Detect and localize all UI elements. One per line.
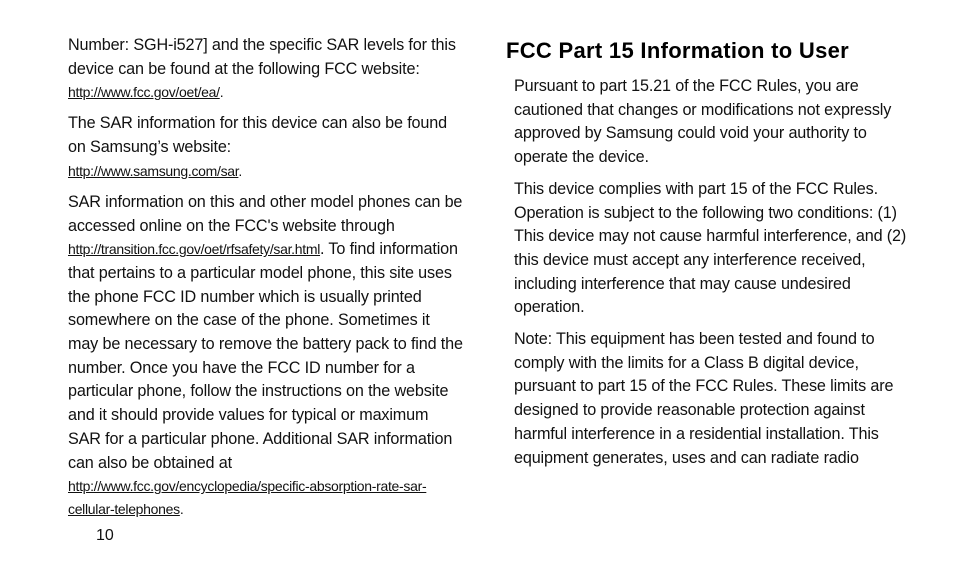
fcc-encyclopedia-link-line: [68, 475, 464, 521]
fcc-rfsafety-link[interactable]: http://transition.fcc.gov/oet/rfsafety/sar.html: [68, 241, 321, 258]
samsung-sar-link-line: [68, 160, 464, 183]
samsung-sar-text: The SAR information for this device can also be found on Samsung’s website:: [68, 114, 447, 157]
right-column: [506, 34, 926, 478]
sar-info-text-after: . To find information that pertains to a particular model phone, this site uses the phone FCC ID number which is usually printed somewhere on the case of the phone. Sometimes it may be necessary to remove the battery pack to find the number. Once you have the FCC ID number for a particular phone, follow the instructions on the website and it should provide values for typical or maximum SAR for a particular phone. Additional SAR information can also be obtained at: [68, 240, 463, 472]
sar-website-text: Number: SGH-i527] and the specific SAR levels for this device can be found at the following FCC website:: [68, 36, 456, 78]
fcc-encyclopedia-link-period: .: [179, 501, 184, 518]
fcc-ea-link-period: .: [219, 84, 224, 101]
part-15-21-paragraph: Pursuant to part 15.21 of the FCC Rules, you are cautioned that changes or modifications not expressly approved by Samsung could void your authority to operate the device.: [514, 77, 892, 167]
sar-info-text-before: SAR information on this and other model phones can be accessed online on the FCC's website through: [68, 192, 463, 235]
class-b-note-paragraph: Note: This equipment has been tested and found to comply with the limits for a Class B digital device, pursuant to part 15 of the FCC Rules. These limits are designed to provide reasonable protection against harmful interference in a residential installation. This equipment generates, uses and can radiate radio: [514, 330, 894, 467]
section-title: FCC Part 15 Information to User: [506, 38, 850, 63]
fcc-encyclopedia-link[interactable]: http://www.fcc.gov/encyclopedia/specific-absorption-rate-sar-cellular-telephones: [68, 478, 427, 518]
left-column: [68, 34, 464, 529]
sar-website-paragraph: [68, 34, 464, 104]
part-15-compliance-paragraph: This device complies with part 15 of the FCC Rules. Operation is subject to the following two conditions: (1) This device may not cause harmful interference, and (2) this device must accept any interference received, including interference that may cause undesired operation.: [514, 179, 907, 317]
samsung-sar-link-period: .: [238, 162, 242, 179]
sar-info-paragraph: [68, 191, 464, 521]
page-number: 10: [96, 527, 114, 544]
samsung-sar-paragraph: [68, 112, 464, 182]
fcc-ea-link-line: [68, 81, 464, 104]
fcc-ea-link[interactable]: http://www.fcc.gov/oet/ea/: [68, 84, 220, 101]
samsung-sar-link[interactable]: http://www.samsung.com/sar: [68, 162, 239, 179]
